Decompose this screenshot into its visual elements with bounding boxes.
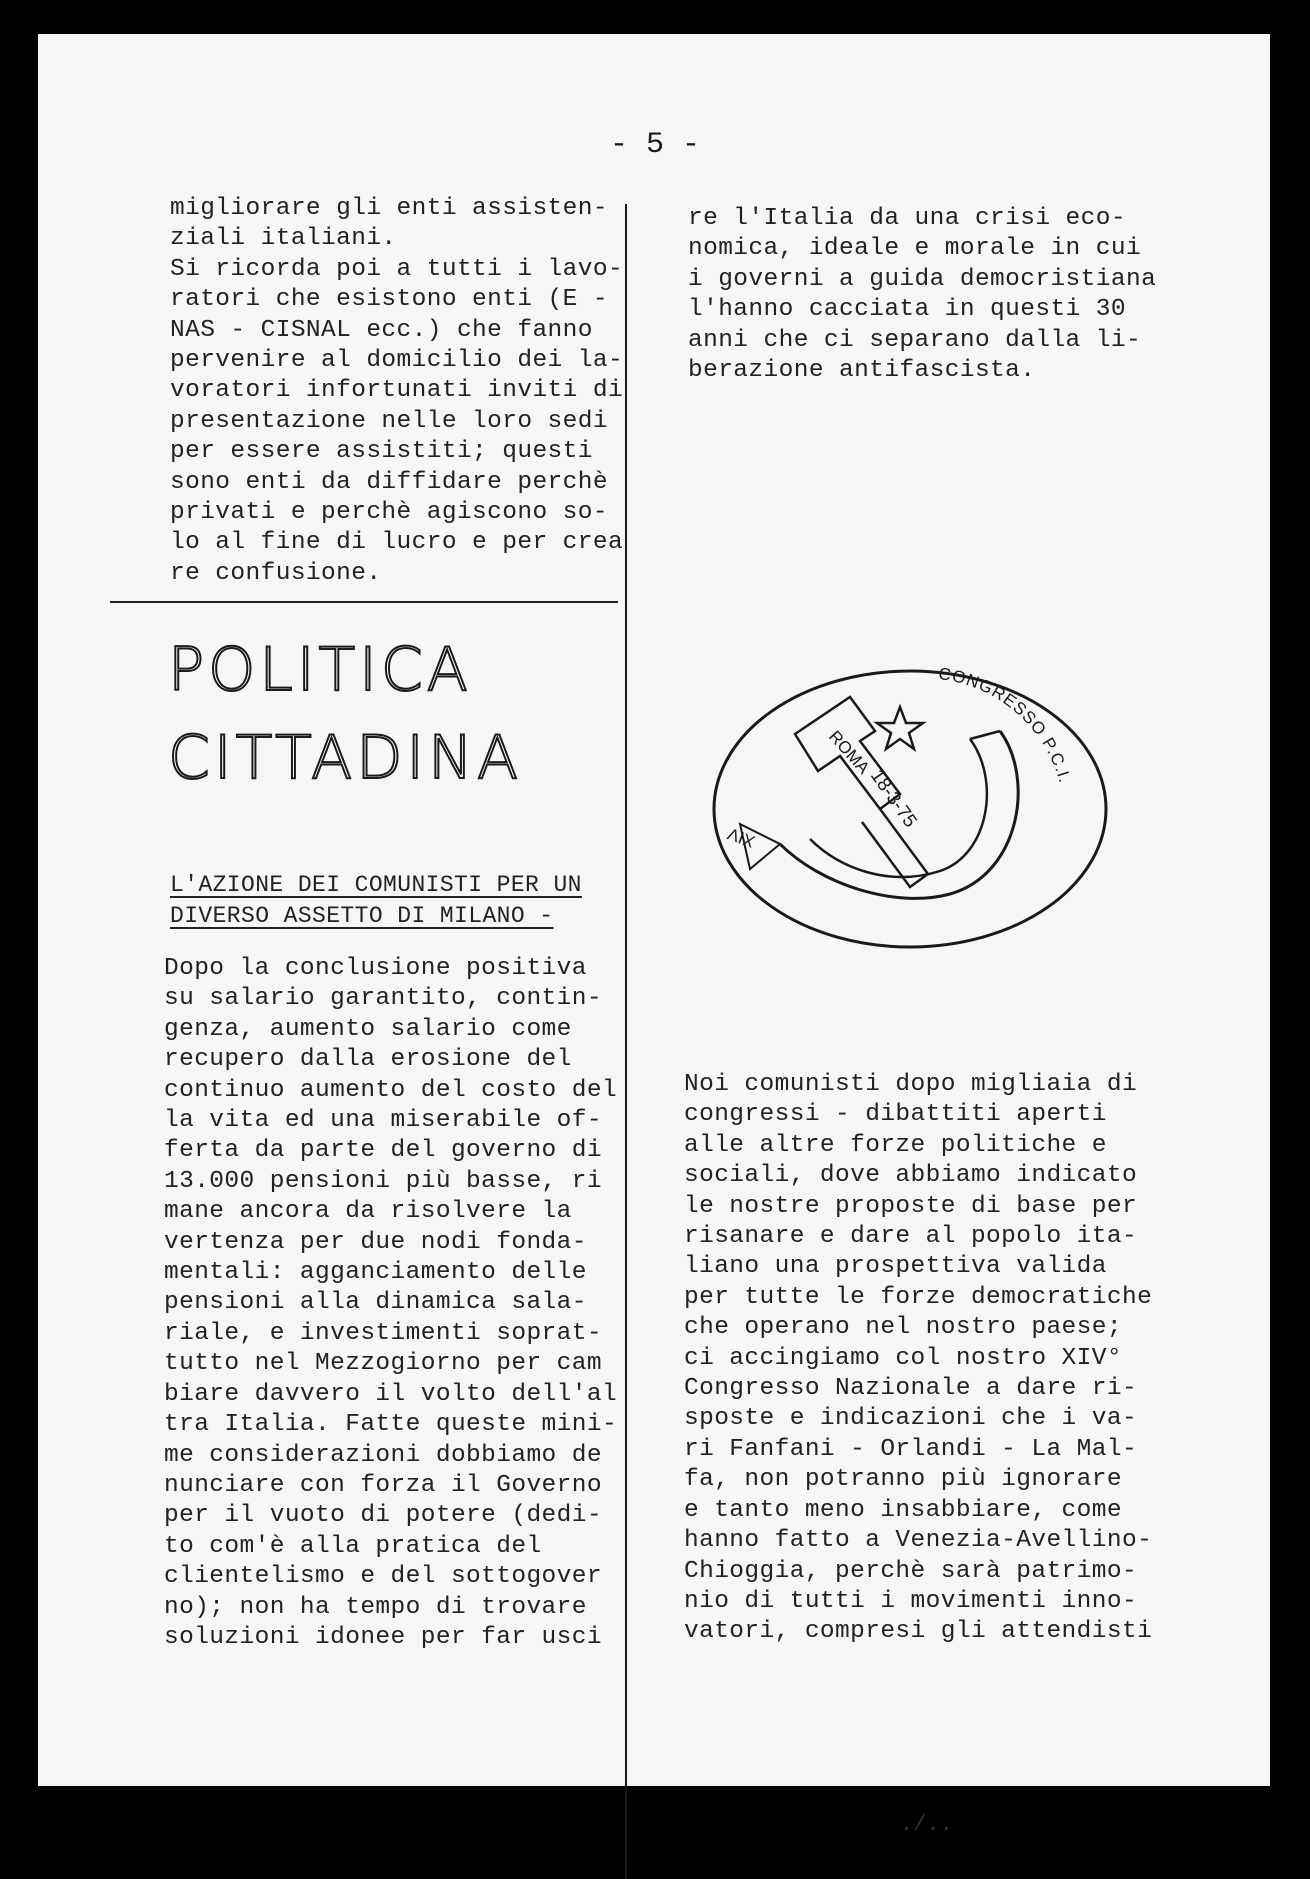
- text-line: su salario garantito, contin-: [164, 985, 602, 1013]
- text-line: me considerazioni dobbiamo de: [164, 1441, 602, 1469]
- text-line: Congresso Nazionale a dare ri-: [684, 1375, 1138, 1403]
- text-line: per tutte le forze democratiche: [684, 1283, 1153, 1311]
- page-number: - 5 -: [610, 128, 701, 162]
- text-line: pervenire al domicilio dei la-: [170, 347, 624, 375]
- emblem-hammer-text: ROMA: [825, 726, 874, 778]
- text-line: le nostre proposte di base per: [684, 1192, 1138, 1220]
- congress-emblem-icon: [700, 659, 1110, 959]
- text-line: presentazione nelle loro sedi: [170, 407, 608, 435]
- emblem-roman-text: XIV: [725, 823, 758, 852]
- text-line: congressi - dibattiti aperti: [684, 1101, 1107, 1129]
- text-line: ziali italiani.: [170, 225, 397, 253]
- text-line: i governi a guida democristiana: [688, 265, 1157, 293]
- text-line: to com'è alla pratica del: [164, 1532, 542, 1560]
- text-line: ratori che esistono enti (E -: [170, 286, 608, 314]
- text-line: Noi comunisti dopo migliaia di: [684, 1071, 1138, 1098]
- left-column-article-text: [164, 954, 634, 1653]
- document-page: [38, 34, 1270, 1837]
- headline-line-2: CITTADINA: [168, 723, 523, 793]
- text-line: lo al fine di lucro e per crea: [170, 529, 624, 557]
- text-line: berazione antifascista.: [688, 357, 1036, 385]
- subheading-line: DIVERSO ASSETTO DI MILANO -: [170, 903, 554, 929]
- section-divider: [110, 601, 618, 603]
- text-line: che operano nel nostro paese;: [684, 1314, 1122, 1342]
- text-line: genza, aumento salario come: [164, 1015, 572, 1043]
- text-line: l'hanno cacciata in questi 30: [688, 296, 1126, 324]
- article-subheading: [170, 870, 582, 932]
- text-line: sono enti da diffidare perchè: [170, 468, 608, 496]
- text-line: mentali: agganciamento delle: [164, 1259, 587, 1287]
- text-line: nio di tutti i movimenti inno-: [684, 1587, 1138, 1615]
- text-line: riale, e investimenti soprat-: [164, 1319, 602, 1347]
- text-line: tra Italia. Fatte queste mini-: [164, 1411, 618, 1439]
- text-line: alle altre forze politiche e: [684, 1131, 1107, 1159]
- text-line: e tanto meno insabbiare, come: [684, 1496, 1122, 1524]
- text-line: risanare e dare al popolo ita-: [684, 1223, 1138, 1251]
- text-line: clientelismo e del sottogover: [164, 1563, 602, 1591]
- left-column-intro-text: [170, 194, 670, 589]
- text-line: ci accingiamo col nostro XIV°: [684, 1344, 1122, 1372]
- text-line: continuo aumento del costo del: [164, 1076, 618, 1104]
- subheading-line: L'AZIONE DEI COMUNISTI PER UN: [170, 872, 582, 898]
- text-line: voratori infortunati inviti di: [170, 377, 624, 405]
- right-column-article-text: [684, 1070, 1214, 1648]
- text-line: recupero dalla erosione del: [164, 1046, 572, 1074]
- text-line: la vita ed una miserabile of-: [164, 1107, 602, 1135]
- text-line: per il vuoto di potere (dedi-: [164, 1502, 602, 1530]
- text-line: Dopo la conclusione positiva: [164, 955, 587, 982]
- text-line: hanno fatto a Venezia-Avellino-: [684, 1527, 1153, 1555]
- text-line: ferta da parte del governo di: [164, 1137, 602, 1165]
- emblem-arc-text: CONGRESSO P.C.I.: [937, 663, 1075, 786]
- text-line: no); non ha tempo di trovare: [164, 1593, 587, 1621]
- text-line: pensioni alla dinamica sala-: [164, 1289, 587, 1317]
- svg-text:CONGRESSO P.C.I.: [937, 664, 1074, 785]
- text-line: ri Fanfani - Orlandi - La Mal-: [684, 1435, 1138, 1463]
- text-line: nunciare con forza il Governo: [164, 1471, 602, 1499]
- text-line: NAS - CISNAL ecc.) che fanno: [170, 316, 593, 344]
- continuation-mark: ./..: [900, 1812, 953, 1837]
- text-line: sociali, dove abbiamo indicato: [684, 1162, 1138, 1190]
- text-line: tutto nel Mezzogiorno per cam: [164, 1350, 602, 1378]
- text-line: re l'Italia da una crisi eco-: [688, 205, 1126, 232]
- text-line: Si ricorda poi a tutti i lavo-: [170, 255, 624, 283]
- text-line: mane ancora da risolvere la: [164, 1198, 572, 1226]
- text-line: biare davvero il volto dell'al: [164, 1380, 618, 1408]
- text-line: soluzioni idonee per far usci: [164, 1623, 602, 1651]
- text-line: migliorare gli enti assisten-: [170, 195, 608, 222]
- text-line: anni che ci separano dalla li-: [688, 326, 1142, 354]
- text-line: nomica, ideale e morale in cui: [688, 235, 1142, 263]
- text-line: vatori, compresi gli attendisti: [684, 1618, 1153, 1646]
- text-line: Chioggia, perchè sarà patrimo-: [684, 1557, 1138, 1585]
- emblem-date-text: 18-3-75: [865, 765, 921, 832]
- text-line: liano una prospettiva valida: [684, 1253, 1107, 1281]
- text-line: re confusione.: [170, 559, 382, 587]
- text-line: sposte e indicazioni che i va-: [684, 1405, 1138, 1433]
- text-line: privati e perchè agiscono so-: [170, 499, 608, 527]
- section-headline: [168, 626, 522, 802]
- right-column-intro-text: [688, 204, 1208, 386]
- text-line: per essere assistiti; questi: [170, 438, 593, 466]
- text-line: 13.000 pensioni più basse, ri: [164, 1167, 602, 1195]
- text-line: fa, non potranno più ignorare: [684, 1466, 1122, 1494]
- headline-line-1: POLITICA: [168, 635, 472, 705]
- text-line: vertenza per due nodi fonda-: [164, 1228, 587, 1256]
